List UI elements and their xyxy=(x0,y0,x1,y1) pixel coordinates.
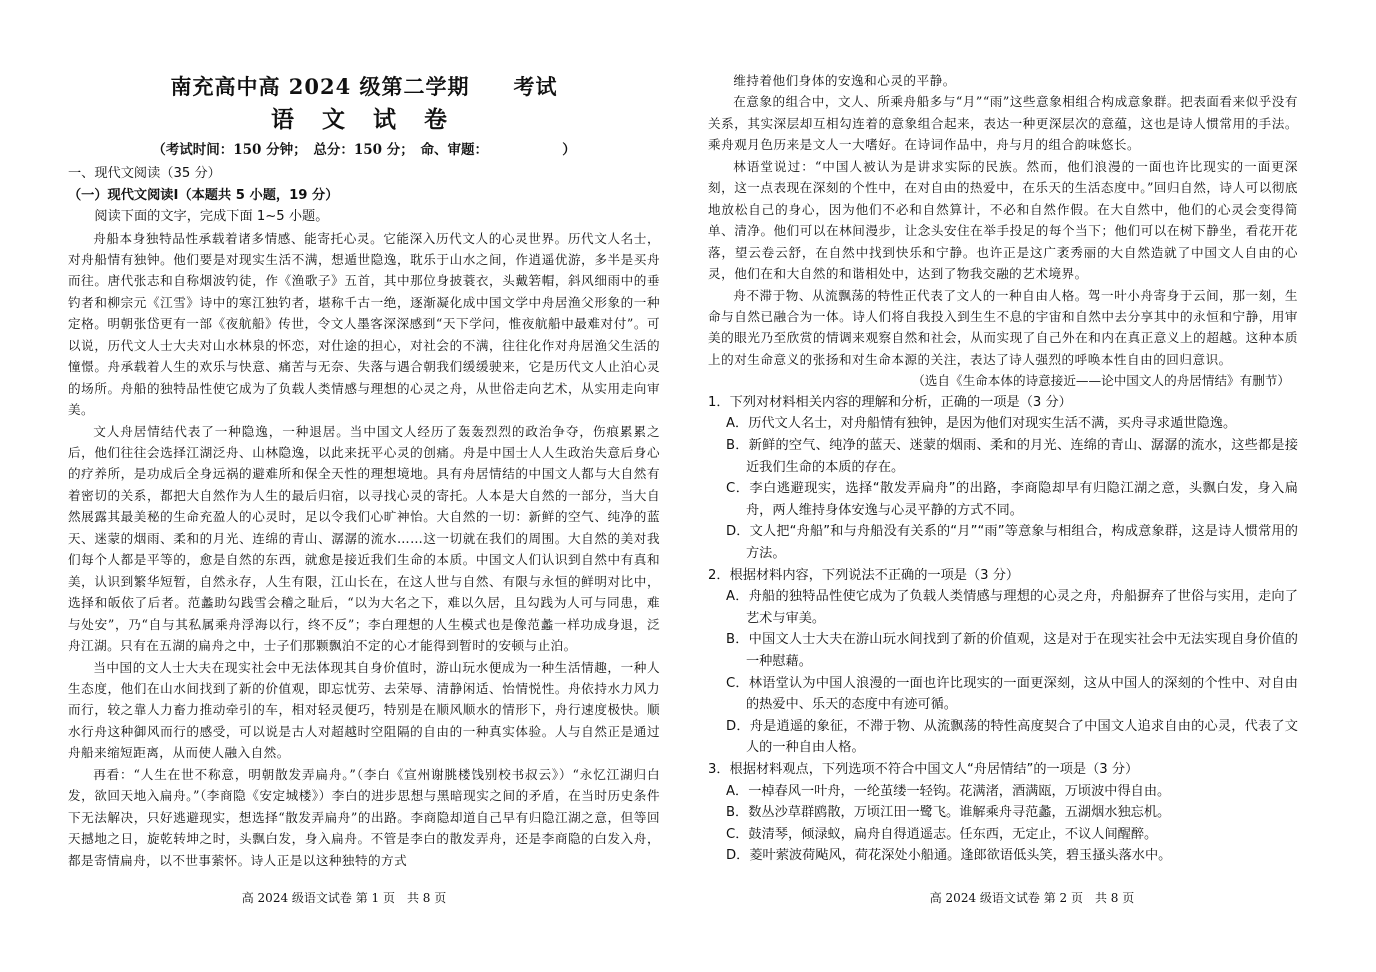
option-c: C．李白逃避现实，选择“散发弄扁舟”的出路，李商隐却早有归隐江湖之意，头飘白发，身入扁舟，两人维持身体安逸与心灵平静的方式不同。 xyxy=(726,481,1298,518)
question-2 xyxy=(708,565,1298,759)
section-heading: 一、现代文阅读（35 分） xyxy=(68,166,221,181)
question-stem: 1．下列对材料相关内容的理解和分析，正确的一项是（3 分） xyxy=(708,394,1072,410)
sub-heading: （一）现代文阅读Ⅰ（本题共 5 小题，19 分） xyxy=(68,187,339,203)
passage-paragraph-2: 文人舟居情结代表了一种隐逸，一种退居。当中国文人经历了轰轰烈烈的政治争夺，伤痕累累之后，他们往往会选择江湖泛舟、山林隐逸，以此来抚平心灵的创痛。舟是中国士人人生政治失意后身心的疗养所，是功成后全身远祸的避难所和保全天性的理想境地。具有舟居情结的中国文人都与大自然有着密切的关系，都把大自然作为人生的最后归宿，以寻找心灵的寄托。人本是大自然的一部分，当大自然展露其最美秘的生命充盈人的心灵时，足以令我们心旷神怡。大自然的一切：新鲜的空气、纯净的蓝天、迷蒙的烟雨、柔和的月光、连绵的青山、潺潺的流水……这一切就在我们的周围。大自然的美对我们每个人都是平等的，愈是自然的东西，就愈是接近我们生命的本质。中国文人们认识到自然中有真和美，认识到繁华短暂，自然永存，人生有限，江山长在，在这人世与自然、有限与永恒的鲜明对比中，选择和皈依了后者。范蠡助勾践雪会稽之耻后，“以为大名之下，难以久居，且勾践为人可与同患，难与处安”，乃“自与其私属乘舟浮海以行，终不反”；李白理想的人生模式也是像范蠡一样功成身退，泛舟江湖。只有在五湖的扁舟之中，士子们那颗飘泊不定的心才能得到暂时的安顿与止泊。 xyxy=(68,423,660,654)
option-a: A．一棹春风一叶舟，一纶茧缕一轻钩。花满渚，酒满瓯，万顷波中得自由。 xyxy=(726,783,1171,799)
option-a: A．历代文人名士，对舟船情有独钟，是因为他们对现实生活不满，买舟寻求遁世隐逸。 xyxy=(726,416,1237,432)
passage-paragraph-6: 林语堂说过：“中国人被认为是讲求实际的民族。然而，他们浪漫的一面也许比现实的一面更深刻，这一点表现在深刻的个性中，在对自由的热爱中，在乐天的生活态度中。”回归自然，诗人可以彻底地放松自己的身心，因为他们不必和自然算计，不必和自然作假。在大自然中，他们的心灵会变得简单、清净。他们可以在林间漫步，让念头安住在举手投足的每个当下；他们可以在树下静坐，看花开花落，望云卷云舒，在自然中找到快乐和宁静。也许正是这广袤秀丽的大自然造就了中国文人自由的心灵，他们在和大自然的和谐相处中，达到了物我交融的艺术境界。 xyxy=(708,158,1298,282)
page-2 xyxy=(688,0,1376,972)
page-2-footer: 高 2024 级语文试卷 第 2 页 共 8 页 xyxy=(929,891,1135,905)
page-1-content xyxy=(68,72,660,871)
passage-paragraph-7: 舟不滞于物、从流飘荡的特性正代表了文人的一种自由人格。驾一叶小舟寄身于云间，那一刻，生命与自然已融合为一体。诗人们将自我投入到生生不息的宇宙和自然中去分享其中的永恒和宁静，用审美的眼光乃至欣赏的情调来观察自然和社会，从而实现了自己外在和内在真正意义上的超越。这种本质上的对生命意义的张扬和对生命本源的关注，表达了诗人强烈的呼唤本性自由的回归意识。 xyxy=(708,287,1298,367)
option-b: B．中国文人士大夫在游山玩水间找到了新的价值观，这是对于在现实社会中无法实现自身价值的一种慰藉。 xyxy=(726,632,1298,669)
passage-paragraph-3: 当中国的文人士大夫在现实社会中无法体现其自身价值时，游山玩水便成为一种生活情趣，一种人生态度，他们在山水间找到了新的价值观，即忘忧劳、去荣辱、清静闲适、怡情悦性。舟依持水力风力而行，较之靠人力畜力推动牵引的车，相对轻灵便巧，特别是在顺风顺水的情形下，舟行速度极快。顺水行舟这种御风而行的感受，可以说是古人对超越时空阻隔的自由的一种真实体验。人与自然正是通过舟船来缩短距离，从而使人融入自然。 xyxy=(68,659,660,761)
option-a: A．舟船的独特品性使它成为了负载人类情感与理想的心灵之舟，舟船摒弃了世俗与实用，走向了艺术与审美。 xyxy=(726,589,1298,626)
exam-subtitle: 语 文 试 卷 xyxy=(270,106,458,133)
question-stem: 2．根据材料内容，下列说法不正确的一项是（3 分） xyxy=(708,567,1020,583)
exam-title-prefix: 南充高中高 2024 级第二学期 xyxy=(170,74,470,99)
option-c: C．鼓清琴，倾渌蚁，扁舟自得逍遥志。任东西，无定止，不议人间醒醉。 xyxy=(726,826,1158,842)
exam-info: （考试时间：150 分钟； 总分：150 分； 命、审题： ） xyxy=(152,142,576,158)
option-d: D．文人把“舟船”和与舟船没有关系的“月”“雨”等意象与相组合，构成意象群，这是诗人惯常用的方法。 xyxy=(726,524,1298,561)
option-c: C．林语堂认为中国人浪漫的一面也许比现实的一面更深刻，这从中国人的深刻的个性中、对自由的热爱中、乐天的态度中有迹可循。 xyxy=(726,675,1298,713)
exam-title-suffix: 考试 xyxy=(513,74,558,99)
reading-instruction: 阅读下面的文字，完成下面 1~5 小题。 xyxy=(94,209,329,224)
question-stem: 3．根据材料观点，下列选项不符合中国文人“舟居情结”的一项是（3 分） xyxy=(708,761,1139,777)
passage-paragraph-4: 再看：“人生在世不称意，明朝散发弄扁舟。”（李白《宣州谢朓楼饯别校书叔云》）“永忆江湖归白发，欲回天地入扁舟。”（李商隐《安定城楼》）李白的进步思想与黑暗现实之间的矛盾，在当时历史条件下无法解决，只好逃避现实，想选择“散发弄扁舟”的出路。李商隐却道自己早有归隐江湖之意，但等回天撼地之日，旋乾转坤之时，头飘白发，身入扁舟。不管是李白的散发弄舟，还是李商隐的白发入舟，都是寄情扁舟，以不世事萦怀。诗人正是以这种独特的方式 xyxy=(68,766,660,868)
passage-paragraph-5: 在意象的组合中，文人、所乘舟船多与“月”“雨”这些意象相组合构成意象群。把表面看来似乎没有关系，其实深层却互相勾连着的意象组合起来，表达一种更深层次的意蕴，这也是诗人惯常用的手法。乘舟观月色历来是文人一大嗜好。在诗词作品中，舟与月的组合韵味悠长。 xyxy=(708,94,1298,153)
page-1-footer: 高 2024 级语文试卷 第 1 页 共 8 页 xyxy=(241,891,447,905)
page-2-content xyxy=(708,70,1298,867)
question-3 xyxy=(708,759,1298,867)
passage-paragraph-1: 舟船本身独特品性承载着诸多情感、能寄托心灵。它能深入历代文人的心灵世界。历代文人名士，对舟船情有独钟。他们要是对现实生活不满，想遁世隐逸，耽乐于山水之间，作逍遥优游，多半是买舟而往。唐代张志和自称烟波钓徒，作《渔歌子》五首，其中那位身披蓑衣，头戴箬帽，斜风细雨中的垂钓者和柳宗元《江雪》诗中的寒江独钓者，堪称千古一绝，逐渐凝化成中国文学中舟居渔父形象的一种定格。明朝张岱更有一部《夜航船》传世，令文人墨客深深感到“天下学问，惟夜航船中最难对付”。可以说，历代文人士大夫对山水林泉的怀恋，对仕途的担心，对社会的不满，往往化作对舟居渔父生活的憧憬。舟承载着人生的欢乐与快意、痛苦与无奈、失落与遇合朝我们缓缓驶来，它是历代文人止泊心灵的场所。舟船的独特品性使它成为了负载人类情感与理想的心灵之舟，从世俗走向艺术，从实用走向审美。 xyxy=(68,230,660,418)
question-1 xyxy=(708,392,1298,565)
option-b: B．新鲜的空气、纯净的蓝天、迷蒙的烟雨、柔和的月光、连绵的青山、潺潺的流水，这些都是接近我们生命的本质的存在。 xyxy=(726,438,1298,475)
exam-title xyxy=(68,72,660,102)
passage-source: （选自《生命本体的诗意接近——论中国文人的舟居情结》有删节） xyxy=(912,373,1290,389)
passage-paragraph-continued: 维持着他们身体的安逸和心灵的平静。 xyxy=(733,73,956,88)
option-d: D．舟是逍遥的象征，不滞于物、从流飘荡的特性高度契合了中国文人追求自由的心灵，代表了文人的一种自由人格。 xyxy=(726,718,1298,756)
option-d: D．菱叶萦波荷飐风，荷花深处小船通。逢郎欲语低头笑，碧玉搔头落水中。 xyxy=(726,848,1172,864)
option-b: B．数丛沙草群鸥散，万顷江田一鹭飞。谁解乘舟寻范蠡，五湖烟水独忘机。 xyxy=(726,805,1171,821)
